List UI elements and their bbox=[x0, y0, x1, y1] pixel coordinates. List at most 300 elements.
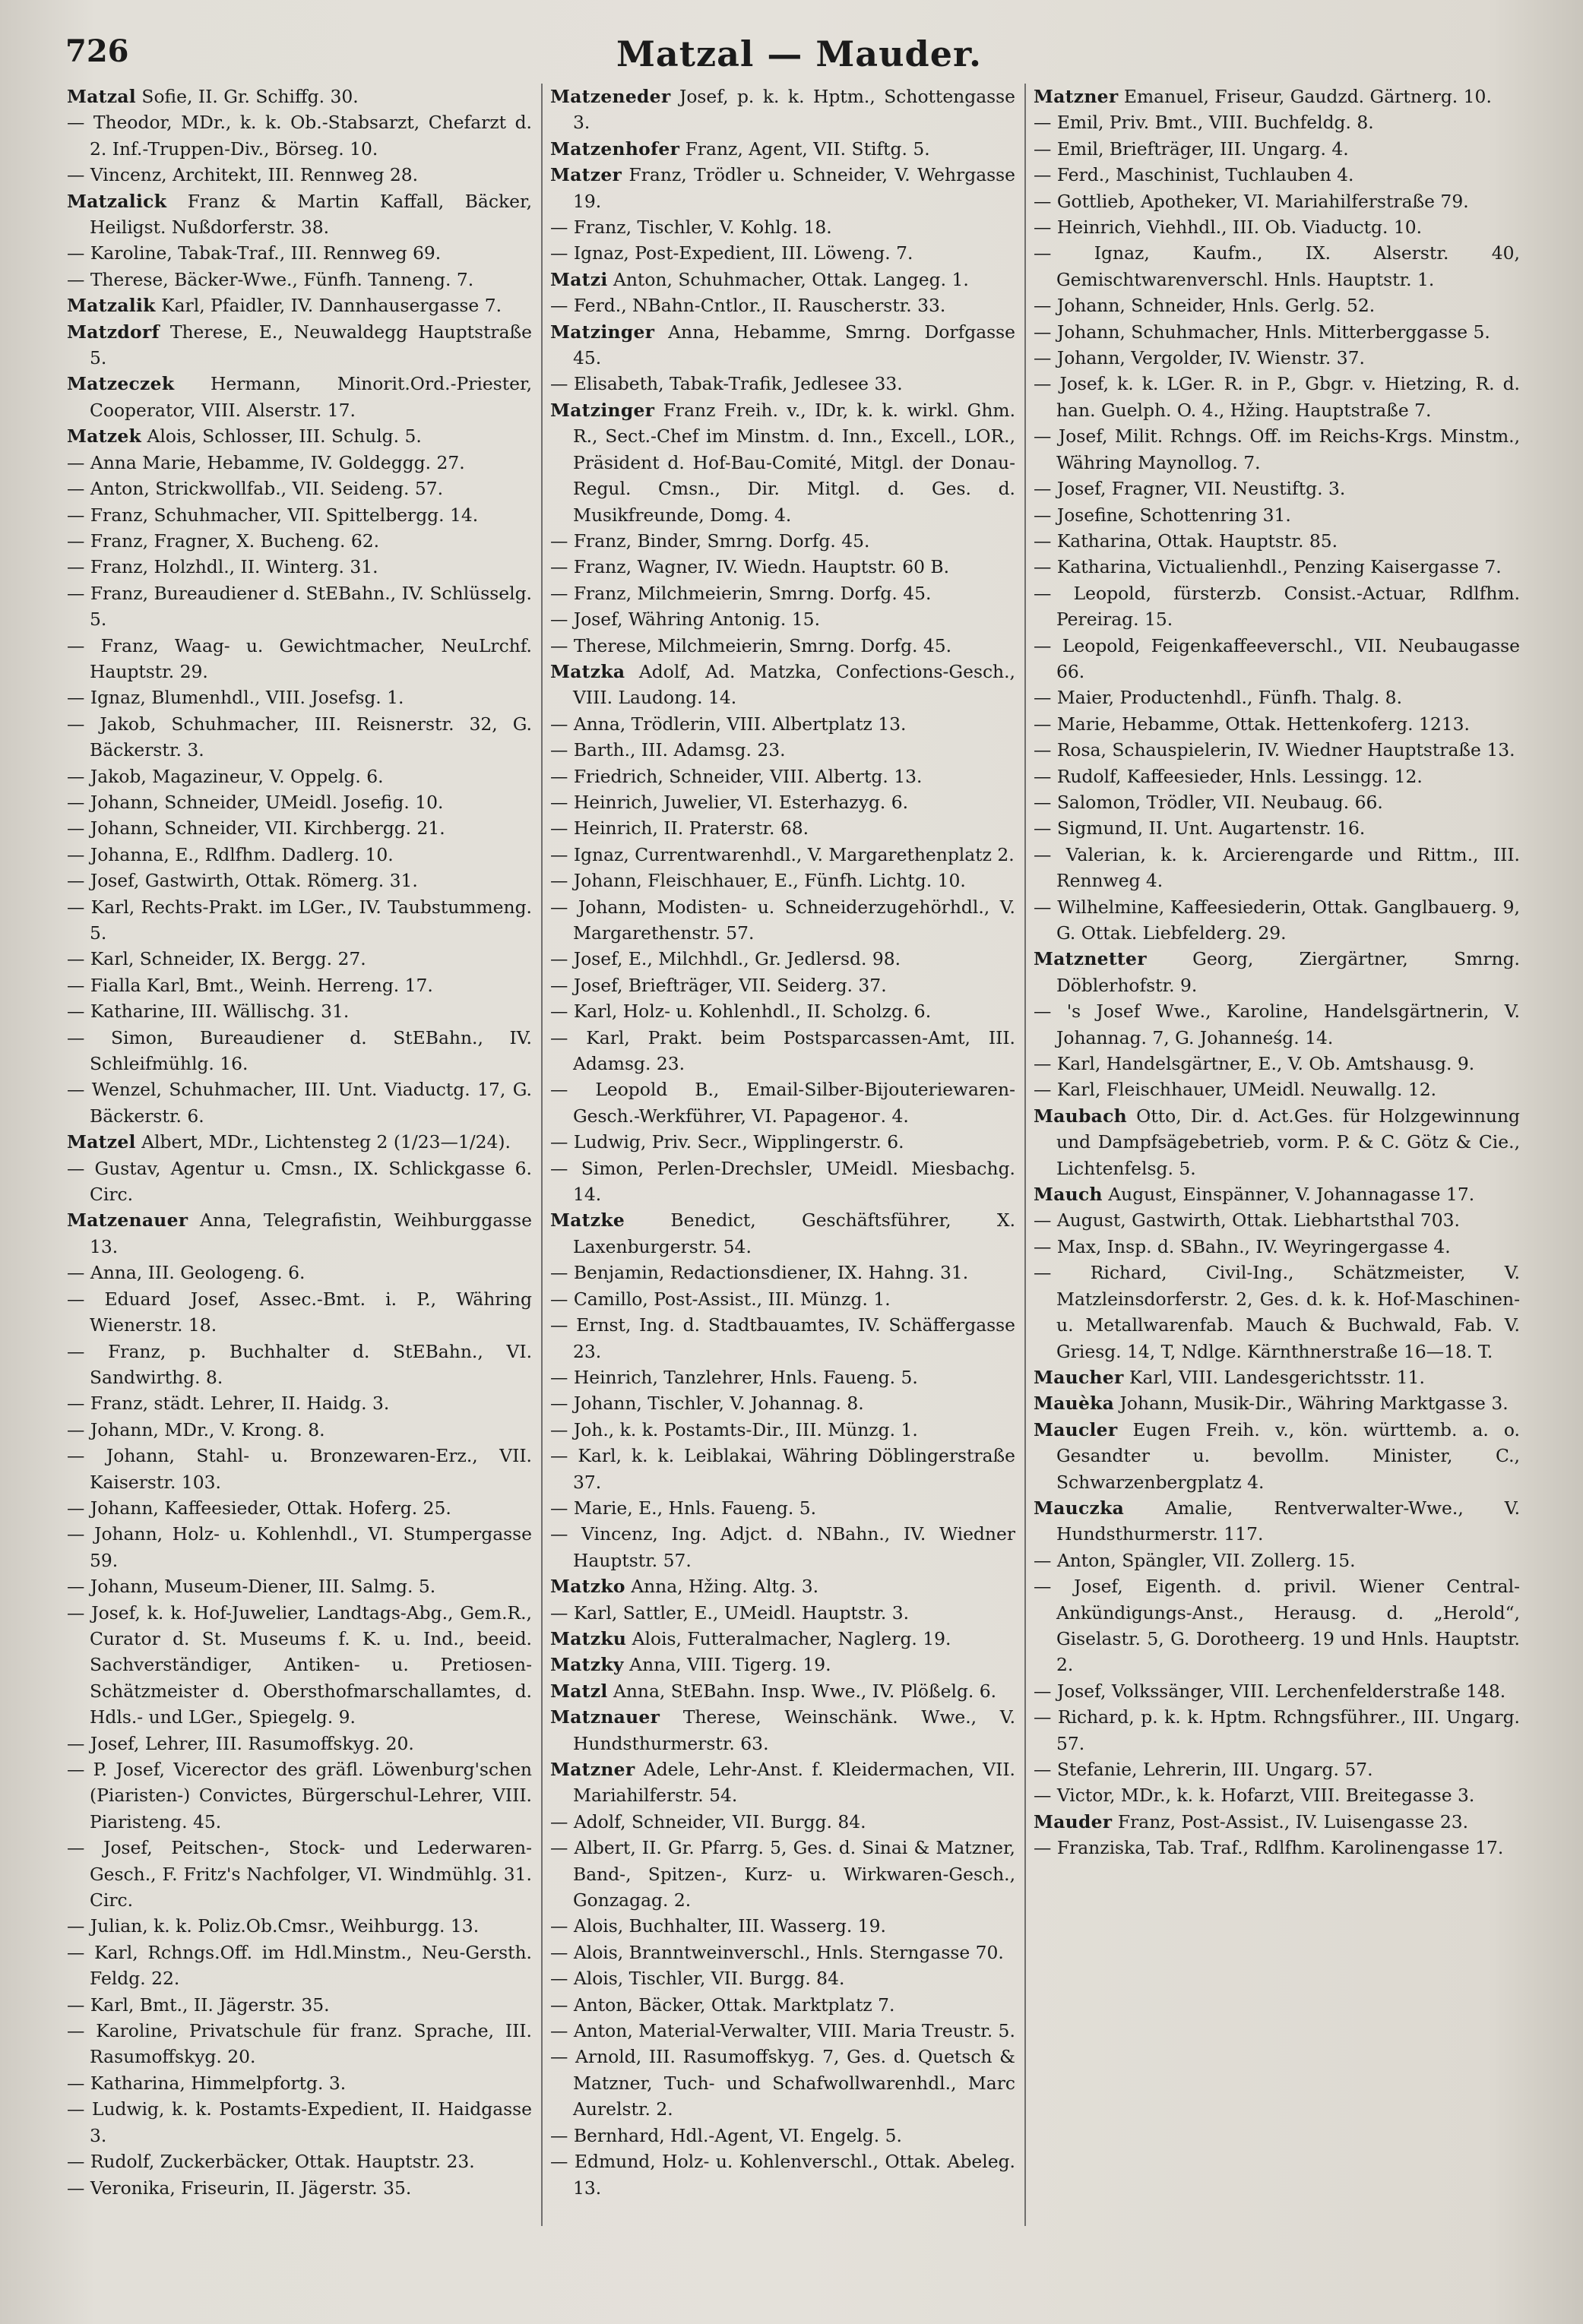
directory-entry bbox=[1034, 1234, 1520, 1260]
directory-entry bbox=[67, 450, 532, 476]
entry-surname: Matznetter bbox=[1034, 948, 1147, 970]
entry-text: — Johann, Museum-Diener, III. Salmg. 5. bbox=[67, 1576, 436, 1598]
directory-entry bbox=[1034, 240, 1520, 292]
entry-text: Amalie, Rentverwalter-Wwe., V. Hundsthurmerstr. 117. bbox=[1056, 1497, 1520, 1545]
entry-text: Benedict, Geschäftsführer, X. Laxenburgerstr. 54. bbox=[573, 1209, 1015, 1257]
entry-text: Sofie, II. Gr. Schiffg. 30. bbox=[141, 86, 359, 107]
entry-text: Alois, Futteralmacher, Naglerg. 19. bbox=[632, 1627, 951, 1649]
directory-entry bbox=[67, 319, 532, 372]
entry-text: Anna, VIII. Tigerg. 19. bbox=[629, 1654, 831, 1676]
entry-text: — Johann, MDr., V. Krong. 8. bbox=[67, 1418, 325, 1440]
entry-text: — Franz, Holzhdl., II. Winterg. 31. bbox=[67, 556, 378, 578]
entry-text: — Franz, Schuhmacher, VII. Spittelbergg. 14. bbox=[67, 504, 479, 526]
directory-entry bbox=[1034, 1390, 1520, 1416]
entry-text: — Josef, Briefträger, VII. Seiderg. 37. bbox=[550, 974, 887, 996]
directory-entry bbox=[550, 1704, 1015, 1756]
directory-entry bbox=[67, 1129, 532, 1155]
directory-entry bbox=[550, 659, 1015, 711]
entry-text: Anton, Schuhmacher, Ottak. Langeg. 1. bbox=[613, 268, 969, 290]
entry-surname: Mauczka bbox=[1034, 1497, 1125, 1519]
directory-entry bbox=[550, 214, 1015, 240]
directory-entry bbox=[550, 1809, 1015, 1835]
directory-entry bbox=[550, 842, 1015, 868]
directory-entry bbox=[1034, 711, 1520, 737]
entry-text: — Heinrich, Juwelier, VI. Esterhazyg. 6. bbox=[550, 791, 909, 813]
entry-text: — Max, Insp. d. SBahn., IV. Weyringergasse 4. bbox=[1034, 1235, 1451, 1257]
entry-text: Therese, E., Neuwaldegg Hauptstraße 5. bbox=[90, 321, 532, 369]
directory-entry bbox=[1034, 789, 1520, 815]
directory-entry bbox=[550, 1207, 1015, 1260]
directory-entry bbox=[67, 1573, 532, 1599]
directory-entry bbox=[550, 2044, 1015, 2122]
entry-text: — Josef, Volkssänger, VIII. Lerchenfelderstraße 148. bbox=[1034, 1680, 1506, 1702]
directory-entry bbox=[1034, 1207, 1520, 1233]
directory-entry bbox=[67, 1339, 532, 1391]
directory-entry bbox=[67, 1077, 532, 1129]
directory-entry bbox=[1034, 685, 1520, 710]
entry-text: — Ludwig, k. k. Postamts-Expedient, II. Haidgasse 3. bbox=[67, 2098, 532, 2146]
entry-text: — Victor, MDr., k. k. Hofarzt, VIII. Breitegasse 3. bbox=[1034, 1785, 1475, 1807]
entry-text: — Ludwig, Priv. Secr., Wipplingerstr. 6. bbox=[550, 1131, 904, 1153]
directory-entry bbox=[67, 1495, 532, 1521]
entry-text: — Arnold, III. Rasumoffskyg. 7, Ges. d. Quetsch & Matzner, Tuch- und Schafwollwarenhdl., Marc Aurelstr. 2. bbox=[550, 2046, 1015, 2120]
entry-text: — Franz, Milchmeierin, Smrng. Dorfg. 45. bbox=[550, 582, 932, 604]
directory-entry bbox=[67, 1756, 532, 1835]
entry-text: — Franz, städt. Lehrer, II. Haidg. 3. bbox=[67, 1393, 390, 1415]
entry-surname: Matzel bbox=[67, 1131, 136, 1153]
entry-text: — Anna Marie, Hebamme, IV. Goldeggg. 27. bbox=[67, 451, 465, 473]
entry-text: — Anna, III. Geologeng. 6. bbox=[67, 1262, 306, 1284]
entry-text: — Josef, Eigenth. d. privil. Wiener Central-Ankündigungs-Anst., Herausg. d. „Herold“, Giselastr. 5, G. Dorotheerg. 19 und Hnls. Hauptstr. 2. bbox=[1034, 1576, 1520, 1676]
entry-text: — Ignaz, Post-Expedient, III. Löweng. 7. bbox=[550, 242, 913, 264]
directory-entry bbox=[1034, 371, 1520, 423]
entry-text: — Johann, Stahl- u. Bronzewaren-Erz., VII. Kaiserstr. 103. bbox=[67, 1445, 532, 1493]
entry-text: — Maier, Productenhdl., Fünfh. Thalg. 8. bbox=[1034, 687, 1403, 709]
entry-text: — Katharina, Ottak. Hauptstr. 85. bbox=[1034, 530, 1338, 552]
directory-entry bbox=[1034, 580, 1520, 633]
entry-text: — Sigmund, II. Unt. Augartenstr. 16. bbox=[1034, 817, 1366, 839]
entry-text: Karl, VIII. Landesgerichtsstr. 11. bbox=[1129, 1366, 1425, 1388]
entry-text: — Marie, E., Hnls. Faueng. 5. bbox=[550, 1497, 817, 1519]
entry-text: — Joh., k. k. Postamts-Dir., III. Münzg. 1. bbox=[550, 1418, 918, 1440]
directory-entry bbox=[67, 764, 532, 789]
directory-entry bbox=[67, 84, 532, 109]
entry-surname: Matzner bbox=[1034, 86, 1119, 107]
directory-entry bbox=[550, 633, 1015, 659]
directory-entry bbox=[67, 633, 532, 685]
directory-entry bbox=[67, 476, 532, 501]
entry-text: Anna, Hžing. Altg. 3. bbox=[631, 1576, 819, 1598]
entry-text: — Ignaz, Kaufm., IX. Alserstr. 40, Gemischtwarenverschl. Hnls. Hauptstr. 1. bbox=[1034, 242, 1520, 290]
directory-entry bbox=[550, 1521, 1015, 1573]
directory-entry bbox=[550, 554, 1015, 580]
entry-surname: Matzner bbox=[550, 1759, 635, 1780]
directory-entry bbox=[67, 1156, 532, 1208]
entry-text: — Alois, Tischler, VII. Burgg. 84. bbox=[550, 1968, 845, 1990]
entry-text: Therese, Weinschänk. Wwe., V. Hundsthurmerstr. 63. bbox=[573, 1706, 1015, 1754]
directory-entry bbox=[67, 1390, 532, 1416]
directory-entry bbox=[67, 1731, 532, 1756]
entry-text: — Johann, Schneider, VII. Kirchbergg. 21. bbox=[67, 817, 445, 839]
directory-entry bbox=[67, 554, 532, 580]
directory-entry bbox=[550, 1573, 1015, 1599]
entry-text: — Franz, Tischler, V. Kohlg. 18. bbox=[550, 217, 832, 239]
directory-entry bbox=[550, 1652, 1015, 1677]
directory-entry bbox=[1034, 894, 1520, 947]
directory-entry bbox=[550, 292, 1015, 318]
entry-text: — Leopold, Feigenkaffeeverschl., VII. Neubaugasse 66. bbox=[1034, 634, 1520, 682]
entry-text: — Josef, Gastwirth, Ottak. Römerg. 31. bbox=[67, 870, 418, 892]
page-header bbox=[61, 21, 1537, 82]
directory-entry bbox=[67, 423, 532, 449]
entry-text: — Ernst, Ing. d. Stadtbauamtes, IV. Schäffergasse 23. bbox=[550, 1314, 1015, 1362]
entry-text: — Ignaz, Blumenhdl., VIII. Josefsg. 1. bbox=[67, 687, 404, 709]
directory-entry bbox=[550, 789, 1015, 815]
entry-text: — Therese, Milchmeierin, Smrng. Dorfg. 45. bbox=[550, 634, 952, 656]
directory-entry bbox=[1034, 345, 1520, 371]
directory-entry bbox=[67, 2018, 532, 2070]
columns bbox=[67, 84, 1526, 2302]
directory-entry bbox=[550, 1913, 1015, 1939]
entry-surname: Matzalick bbox=[67, 190, 167, 212]
entry-text: Adolf, Ad. Matzka, Confections-Gesch., VIII. Laudong. 14. bbox=[573, 660, 1015, 709]
entry-text: — Karl, k. k. Leiblakai, Währing Döblingerstraße 37. bbox=[550, 1445, 1015, 1493]
directory-entry bbox=[67, 946, 532, 972]
entry-text: — Rudolf, Zuckerbäcker, Ottak. Hauptstr. 23. bbox=[67, 2151, 475, 2173]
entry-text: — Franz, Binder, Smrng. Dorfg. 45. bbox=[550, 530, 870, 552]
directory-entry bbox=[1034, 815, 1520, 841]
entry-surname: Matzdorf bbox=[67, 321, 160, 343]
directory-entry bbox=[550, 1443, 1015, 1495]
entry-text: — Ignaz, Currentwarenhdl., V. Margarethenplatz 2. bbox=[550, 843, 1015, 865]
directory-entry bbox=[550, 946, 1015, 972]
directory-entry bbox=[67, 2070, 532, 2096]
entry-text: — Karl, Handelsgärtner, E., V. Ob. Amtshausg. 9. bbox=[1034, 1053, 1475, 1075]
directory-entry bbox=[550, 319, 1015, 372]
entry-text: August, Einspänner, V. Johannagasse 17. bbox=[1108, 1184, 1475, 1206]
directory-entry bbox=[1034, 842, 1520, 894]
directory-entry bbox=[67, 2096, 532, 2149]
directory-entry bbox=[550, 162, 1015, 214]
entry-text: — Johann, Holz- u. Kohlenhdl., VI. Stumpergasse 59. bbox=[67, 1523, 532, 1571]
entry-text: — Camillo, Post-Assist., III. Münzg. 1. bbox=[550, 1288, 891, 1310]
directory-entry bbox=[67, 371, 532, 423]
entry-text: — Heinrich, Tanzlehrer, Hnls. Faueng. 5. bbox=[550, 1366, 918, 1388]
directory-entry bbox=[550, 1312, 1015, 1364]
directory-entry bbox=[1034, 1835, 1520, 1861]
entry-text: Eugen Freih. v., kön. württemb. a. o. Gesandter u. bevollm. Minister, C., Schwarzenbergplatz 4. bbox=[1056, 1418, 1520, 1493]
entry-surname: Matzka bbox=[550, 660, 625, 682]
entry-text: Hermann, Minorit.Ord.-Priester, Cooperator, VIII. Alserstr. 17. bbox=[90, 373, 532, 421]
entry-text: — Josef, E., Milchhdl., Gr. Jedlersd. 98. bbox=[550, 948, 901, 970]
entry-text: — Jakob, Magazineur, V. Oppelg. 6. bbox=[67, 765, 384, 787]
directory-entry bbox=[550, 1965, 1015, 1991]
directory-entry bbox=[1034, 1678, 1520, 1704]
entry-surname: Matzeczek bbox=[67, 373, 175, 395]
entry-surname: Matzenhofer bbox=[550, 138, 680, 160]
directory-entry bbox=[1034, 319, 1520, 345]
directory-entry bbox=[1034, 1756, 1520, 1782]
directory-entry bbox=[67, 1286, 532, 1339]
directory-entry bbox=[1034, 1260, 1520, 1364]
entry-text: — Johann, Schneider, Hnls. Gerlg. 52. bbox=[1034, 295, 1376, 317]
entry-surname: Matzke bbox=[550, 1209, 625, 1232]
directory-entry bbox=[67, 1600, 532, 1731]
entry-text: — Albert, II. Gr. Pfarrg. 5, Ges. d. Sinai & Matzner, Band-, Spitzen-, Kurz- u. Wirkwaren-Gesch., Gonzagag. 2. bbox=[550, 1837, 1015, 1911]
entry-text: — Vincenz, Ing. Adjct. d. NBahn., IV. Wiedner Hauptstr. 57. bbox=[550, 1523, 1015, 1571]
entry-text: — Emil, Priv. Bmt., VIII. Buchfeldg. 8. bbox=[1034, 112, 1374, 134]
directory-entry bbox=[550, 711, 1015, 737]
entry-surname: Mauèka bbox=[1034, 1393, 1115, 1415]
entry-text: — Alois, Buchhalter, III. Wasserg. 19. bbox=[550, 1915, 886, 1937]
entry-text: — Anton, Spängler, VII. Zollerg. 15. bbox=[1034, 1549, 1356, 1571]
entry-text: — Josef, k. k. Hof-Juwelier, Landtags-Abg., Gem.R., Curator d. St. Museums f. K. u. Ind., beeid. Sachverständiger, Antiken- u. Pretiosen-Schätzmeister d. Obersthofmarschallamtes, d. Hdls.- und LGer., Spiegelg. 9. bbox=[67, 1602, 532, 1728]
entry-text: Anna, StEBahn. Insp. Wwe., IV. Plößelg. 6. bbox=[613, 1680, 997, 1702]
entry-text: Adele, Lehr-Anst. f. Kleidermachen, VII. Mariahilferstr. 54. bbox=[573, 1759, 1015, 1807]
directory-entry bbox=[67, 789, 532, 815]
directory-entry bbox=[550, 1129, 1015, 1155]
entry-text: — Simon, Bureaudiener d. StEBahn., IV. Schleifmühlg. 16. bbox=[67, 1026, 532, 1075]
directory-entry bbox=[1034, 1077, 1520, 1102]
directory-entry bbox=[550, 1156, 1015, 1208]
entry-text: — Katharina, Victualienhdl., Penzing Kaisergasse 7. bbox=[1034, 556, 1502, 578]
directory-entry bbox=[67, 1417, 532, 1443]
entry-text: — Karl, Bmt., II. Jägerstr. 35. bbox=[67, 1994, 330, 2016]
entry-surname: Matznauer bbox=[550, 1706, 660, 1728]
entry-text: — Anton, Strickwollfab., VII. Seideng. 57. bbox=[67, 478, 444, 500]
entry-surname: Matzku bbox=[550, 1627, 627, 1649]
entry-text: — Josef, Milit. Rchngs. Off. im Reichs-Krgs. Minstm., Währing Maynollog. 7. bbox=[1034, 425, 1520, 473]
directory-entry bbox=[1034, 1548, 1520, 1573]
entry-text: — Eduard Josef, Assec.-Bmt. i. P., Währing Wienerstr. 18. bbox=[67, 1288, 532, 1336]
entry-text: — Wilhelmine, Kaffeesiederin, Ottak. Ganglbauerg. 9, G. Ottak. Liebfelderg. 29. bbox=[1034, 896, 1520, 944]
entry-text: — Leopold, fürsterzb. Consist.-Actuar, Rdlfhm. Pereirag. 15. bbox=[1034, 582, 1520, 631]
entry-text: — Johann, Fleischhauer, E., Fünfh. Lichtg. 10. bbox=[550, 870, 966, 892]
directory-entry bbox=[67, 711, 532, 764]
entry-surname: Matzko bbox=[550, 1576, 625, 1598]
directory-entry bbox=[67, 267, 532, 292]
directory-entry bbox=[67, 815, 532, 841]
directory-entry bbox=[1034, 214, 1520, 240]
directory-entry bbox=[1034, 188, 1520, 214]
entry-text: — Josef, Peitschen-, Stock- und Lederwaren-Gesch., F. Fritz's Nachfolger, VI. Windmühlg. 31. Circ. bbox=[67, 1837, 532, 1911]
directory-entry bbox=[1034, 1181, 1520, 1207]
entry-text: — Barth., III. Adamsg. 23. bbox=[550, 739, 786, 761]
directory-entry bbox=[67, 998, 532, 1024]
directory-entry bbox=[67, 1992, 532, 2018]
entry-text: — Johann, Schneider, UMeidl. Josefig. 10. bbox=[67, 791, 444, 813]
entry-text: — Johann, Kaffeesieder, Ottak. Hoferg. 25. bbox=[67, 1497, 451, 1519]
entry-text: Emanuel, Friseur, Gaudzd. Gärtnerg. 10. bbox=[1123, 86, 1492, 107]
directory-entry bbox=[67, 162, 532, 188]
entry-text: Franz Freih. v., IDr, k. k. wirkl. Ghm. R., Sect.-Chef im Minstm. d. Inn., Excell., LOR., Präsident d. Hof-Bau-Comité, Mitgl. der Donau-Regul. Cmsn., Dir. Mitgl. d. Ges. d. Musikfreunde, Domg. 4. bbox=[573, 399, 1015, 526]
entry-text: — Therese, Bäcker-Wwe., Fünfh. Tanneng. 7. bbox=[67, 268, 474, 290]
directory-entry bbox=[550, 1940, 1015, 1965]
entry-text: — Salomon, Trödler, VII. Neubaug. 66. bbox=[1034, 791, 1383, 813]
entry-text: — Karl, Fleischhauer, UMeidl. Neuwallg. 12. bbox=[1034, 1079, 1437, 1101]
entry-text: — Johann, Tischler, V. Johannag. 8. bbox=[550, 1393, 864, 1415]
entry-surname: Mauder bbox=[1034, 1810, 1113, 1832]
entry-text: — Rosa, Schauspielerin, IV. Wiedner Hauptstraße 13. bbox=[1034, 739, 1515, 761]
entry-text: — Fialla Karl, Bmt., Weinh. Herreng. 17. bbox=[67, 974, 433, 996]
directory-entry bbox=[550, 764, 1015, 789]
entry-text: — Franz, Fragner, X. Bucheng. 62. bbox=[67, 530, 380, 552]
entry-text: — Ferd., Maschinist, Tuchlauben 4. bbox=[1034, 164, 1354, 186]
entry-surname: Maubach bbox=[1034, 1105, 1127, 1127]
entry-text: — Karoline, Privatschule für franz. Sprache, III. Rasumoffskyg. 20. bbox=[67, 2020, 532, 2068]
directory-entry bbox=[550, 1364, 1015, 1390]
directory-entry bbox=[550, 2123, 1015, 2149]
entry-text: — August, Gastwirth, Ottak. Liebhartsthal 703. bbox=[1034, 1209, 1460, 1232]
directory-entry bbox=[550, 240, 1015, 266]
entry-surname: Matzi bbox=[550, 268, 608, 290]
entry-text: — Alois, Branntweinverschl., Hnls. Sterngasse 70. bbox=[550, 1941, 1004, 1963]
directory-entry bbox=[1034, 162, 1520, 188]
entry-text: — Leopold B., Email-Silber-Bijouteriewaren-Gesch.-Werkführer, VI. Papageног. 4. bbox=[550, 1079, 1015, 1127]
directory-entry bbox=[550, 972, 1015, 998]
directory-entry bbox=[1034, 998, 1520, 1051]
directory-entry bbox=[1034, 476, 1520, 501]
directory-entry bbox=[67, 2149, 532, 2174]
entry-surname: Maucher bbox=[1034, 1366, 1124, 1388]
entry-text: — P. Josef, Vicerector des gräfl. Löwenburg'schen (Piaristen-) Convictes, Bürgerschul-Lehrer, VIII. Piaristeng. 45. bbox=[67, 1759, 532, 1832]
directory-entry bbox=[1034, 1103, 1520, 1181]
directory-entry bbox=[1034, 136, 1520, 162]
directory-entry bbox=[67, 1260, 532, 1285]
directory-entry bbox=[1034, 1364, 1520, 1390]
entry-text: Franz, Trödler u. Schneider, V. Wehrgasse 19. bbox=[573, 164, 1015, 212]
directory-entry bbox=[550, 1077, 1015, 1129]
entry-text: — Elisabeth, Tabak-Trafik, Jedlesee 33. bbox=[550, 373, 903, 395]
directory-entry bbox=[67, 580, 532, 633]
directory-entry bbox=[550, 1600, 1015, 1626]
entry-text: Franz & Martin Kaffall, Bäcker, Heiligst. Nußdorferstr. 38. bbox=[90, 190, 532, 239]
entry-text: — Anna, Trödlerin, VIII. Albertplatz 13. bbox=[550, 713, 907, 735]
entry-text: — Johann, Schuhmacher, Hnls. Mitterberggasse 5. bbox=[1034, 321, 1490, 343]
directory-entry bbox=[1034, 528, 1520, 554]
entry-text: Karl, Pfaidler, IV. Dannhausergasse 7. bbox=[161, 295, 502, 317]
entry-text: — Franziska, Tab. Traf., Rdlfhm. Karolinengasse 17. bbox=[1034, 1837, 1504, 1859]
entry-text: — Karl, Schneider, IX. Bergg. 27. bbox=[67, 948, 366, 970]
directory-entry bbox=[1034, 292, 1520, 318]
entry-surname: Mauch bbox=[1034, 1184, 1103, 1206]
directory-entry bbox=[67, 502, 532, 528]
directory-entry bbox=[550, 1678, 1015, 1704]
entry-surname: Matzinger bbox=[550, 399, 655, 421]
entry-text: — Katharine, III. Wällischg. 31. bbox=[67, 1001, 350, 1023]
entry-text: Anna, Hebamme, Smrng. Dorfgasse 45. bbox=[573, 321, 1015, 369]
entry-text: Josef, p. k. k. Hptm., Schottengasse 3. bbox=[573, 86, 1015, 134]
entry-text: — Josef, Währing Antonig. 15. bbox=[550, 609, 821, 631]
entry-text: — Vincenz, Architekt, III. Rennweg 28. bbox=[67, 164, 419, 186]
directory-entry bbox=[550, 1992, 1015, 2018]
directory-entry bbox=[550, 998, 1015, 1024]
directory-entry bbox=[1034, 1495, 1520, 1548]
directory-entry bbox=[1034, 737, 1520, 763]
entry-text: — Josef, k. k. LGer. R. in P., Gbgr. v. Hietzing, R. d. han. Guelph. O. 4., Hžing. Hauptstraße 7. bbox=[1034, 373, 1520, 421]
directory-entry bbox=[550, 1390, 1015, 1416]
entry-text: Otto, Dir. d. Act.Ges. für Holzgewinnung und Dampfsägebetrieb, vorm. P. & C. Götz & Cie., Lichtenfelsg. 5. bbox=[1056, 1105, 1520, 1179]
directory-entry bbox=[1034, 502, 1520, 528]
entry-text: — Marie, Hebamme, Ottak. Hettenkoferg. 1213. bbox=[1034, 713, 1470, 735]
entry-surname: Matzinger bbox=[550, 321, 655, 343]
entry-text: — Gustav, Agentur u. Cmsn., IX. Schlickgasse 6. Circ. bbox=[67, 1157, 532, 1206]
entry-text: — Karl, Rechts-Prakt. im LGer., IV. Taubstummeng. 5. bbox=[67, 896, 532, 944]
entry-text: — Veronika, Friseurin, II. Jägerstr. 35. bbox=[67, 2177, 412, 2199]
entry-text: — Edmund, Holz- u. Kohlenverschl., Ottak. Abeleg. 13. bbox=[550, 2151, 1015, 2199]
entry-text: — Richard, Civil-Ing., Schätzmeister, V. Matzleinsdorferstr. 2, Ges. d. k. k. Hof-Maschinen- u. Metallwarenfab. Mauch & Buchwald, Fab. V. Griesg. 14, T, Ndlge. Kärnthnerstraße 16—18. T. bbox=[1034, 1262, 1520, 1362]
directory-entry bbox=[550, 136, 1015, 162]
directory-entry bbox=[1034, 764, 1520, 789]
directory-entry bbox=[1034, 1051, 1520, 1077]
directory-entry bbox=[67, 1940, 532, 1992]
directory-entry bbox=[550, 737, 1015, 763]
directory-entry bbox=[550, 815, 1015, 841]
entry-text: — Johann, Modisten- u. Schneiderzugehörhdl., V. Margarethenstr. 57. bbox=[550, 896, 1015, 944]
entry-text: — Benjamin, Redactionsdiener, IX. Hahng. 31. bbox=[550, 1262, 969, 1284]
directory-entry bbox=[550, 1025, 1015, 1077]
directory-entry bbox=[67, 972, 532, 998]
directory-entry bbox=[67, 188, 532, 241]
directory-entry bbox=[1034, 1704, 1520, 1756]
entry-text: — Karoline, Tabak-Traf., III. Rennweg 69. bbox=[67, 242, 442, 264]
entry-text: — Karl, Sattler, E., UMeidl. Hauptstr. 3. bbox=[550, 1602, 910, 1624]
directory-entry bbox=[67, 528, 532, 554]
directory-entry bbox=[550, 267, 1015, 292]
entry-surname: Matzenauer bbox=[67, 1209, 188, 1232]
entry-text: — Franz, Bureaudiener d. StEBahn., IV. Schlüsselg. 5. bbox=[67, 582, 532, 631]
directory-entry bbox=[550, 868, 1015, 893]
entry-text: Franz, Post-Assist., IV. Luisengasse 23. bbox=[1117, 1810, 1469, 1832]
directory-entry bbox=[67, 109, 532, 162]
entry-text: — Heinrich, II. Praterstr. 68. bbox=[550, 817, 809, 839]
directory-entry bbox=[550, 2018, 1015, 2044]
entry-text: Franz, Agent, VII. Stiftg. 5. bbox=[685, 138, 930, 160]
directory-entry bbox=[550, 1835, 1015, 1913]
entry-text: — Friedrich, Schneider, VIII. Albertg. 13. bbox=[550, 765, 923, 787]
entry-text: Albert, MDr., Lichtensteg 2 (1/23—1/24). bbox=[141, 1131, 511, 1153]
entry-text: — Simon, Perlen-Drechsler, UMeidl. Miesbachg. 14. bbox=[550, 1157, 1015, 1206]
entry-text: — 's Josef Wwe., Karoline, Handelsgärtnerin, V. Johannag. 7, G. Johanneśg. 14. bbox=[1034, 1001, 1520, 1048]
directory-entry bbox=[67, 240, 532, 266]
entry-text: — Jakob, Schuhmacher, III. Reisnerstr. 32, G. Bäckerstr. 3. bbox=[67, 713, 532, 761]
directory-entry bbox=[550, 528, 1015, 554]
directory-entry bbox=[550, 371, 1015, 397]
entry-text: — Franz, p. Buchhalter d. StEBahn., VI. Sandwirthg. 8. bbox=[67, 1340, 532, 1388]
entry-text: Johann, Musik-Dir., Währing Marktgasse 3. bbox=[1119, 1393, 1509, 1415]
entry-text: — Theodor, MDr., k. k. Ob.-Stabsarzt, Chefarzt d. 2. Inf.-Truppen-Div., Börseg. 10. bbox=[67, 112, 532, 160]
entry-text: — Johann, Vergolder, IV. Wienstr. 37. bbox=[1034, 347, 1365, 369]
entry-surname: Matzalik bbox=[67, 295, 156, 317]
entry-text: Anna, Telegrafistin, Weihburggasse 13. bbox=[90, 1209, 532, 1257]
directory-entry bbox=[1034, 1417, 1520, 1495]
directory-entry bbox=[67, 1025, 532, 1077]
entry-text: — Emil, Briefträger, III. Ungarg. 4. bbox=[1034, 138, 1349, 160]
directory-entry bbox=[1034, 554, 1520, 580]
directory-entry bbox=[67, 1443, 532, 1495]
column-3 bbox=[1034, 84, 1520, 2302]
directory-entry bbox=[1034, 633, 1520, 685]
entry-text: — Karl, Holz- u. Kohlenhdl., II. Scholzg. 6. bbox=[550, 1001, 932, 1023]
entry-text: — Stefanie, Lehrerin, III. Ungarg. 57. bbox=[1034, 1759, 1373, 1780]
entry-surname: Matzal bbox=[67, 86, 136, 107]
entry-surname: Matzeneder bbox=[550, 86, 671, 107]
directory-entry bbox=[67, 292, 532, 318]
directory-entry bbox=[550, 1286, 1015, 1312]
directory-entry bbox=[550, 1495, 1015, 1521]
entry-text: — Valerian, k. k. Arcierengarde und Rittm., III. Rennweg 4. bbox=[1034, 843, 1520, 892]
column-2 bbox=[550, 84, 1015, 2302]
